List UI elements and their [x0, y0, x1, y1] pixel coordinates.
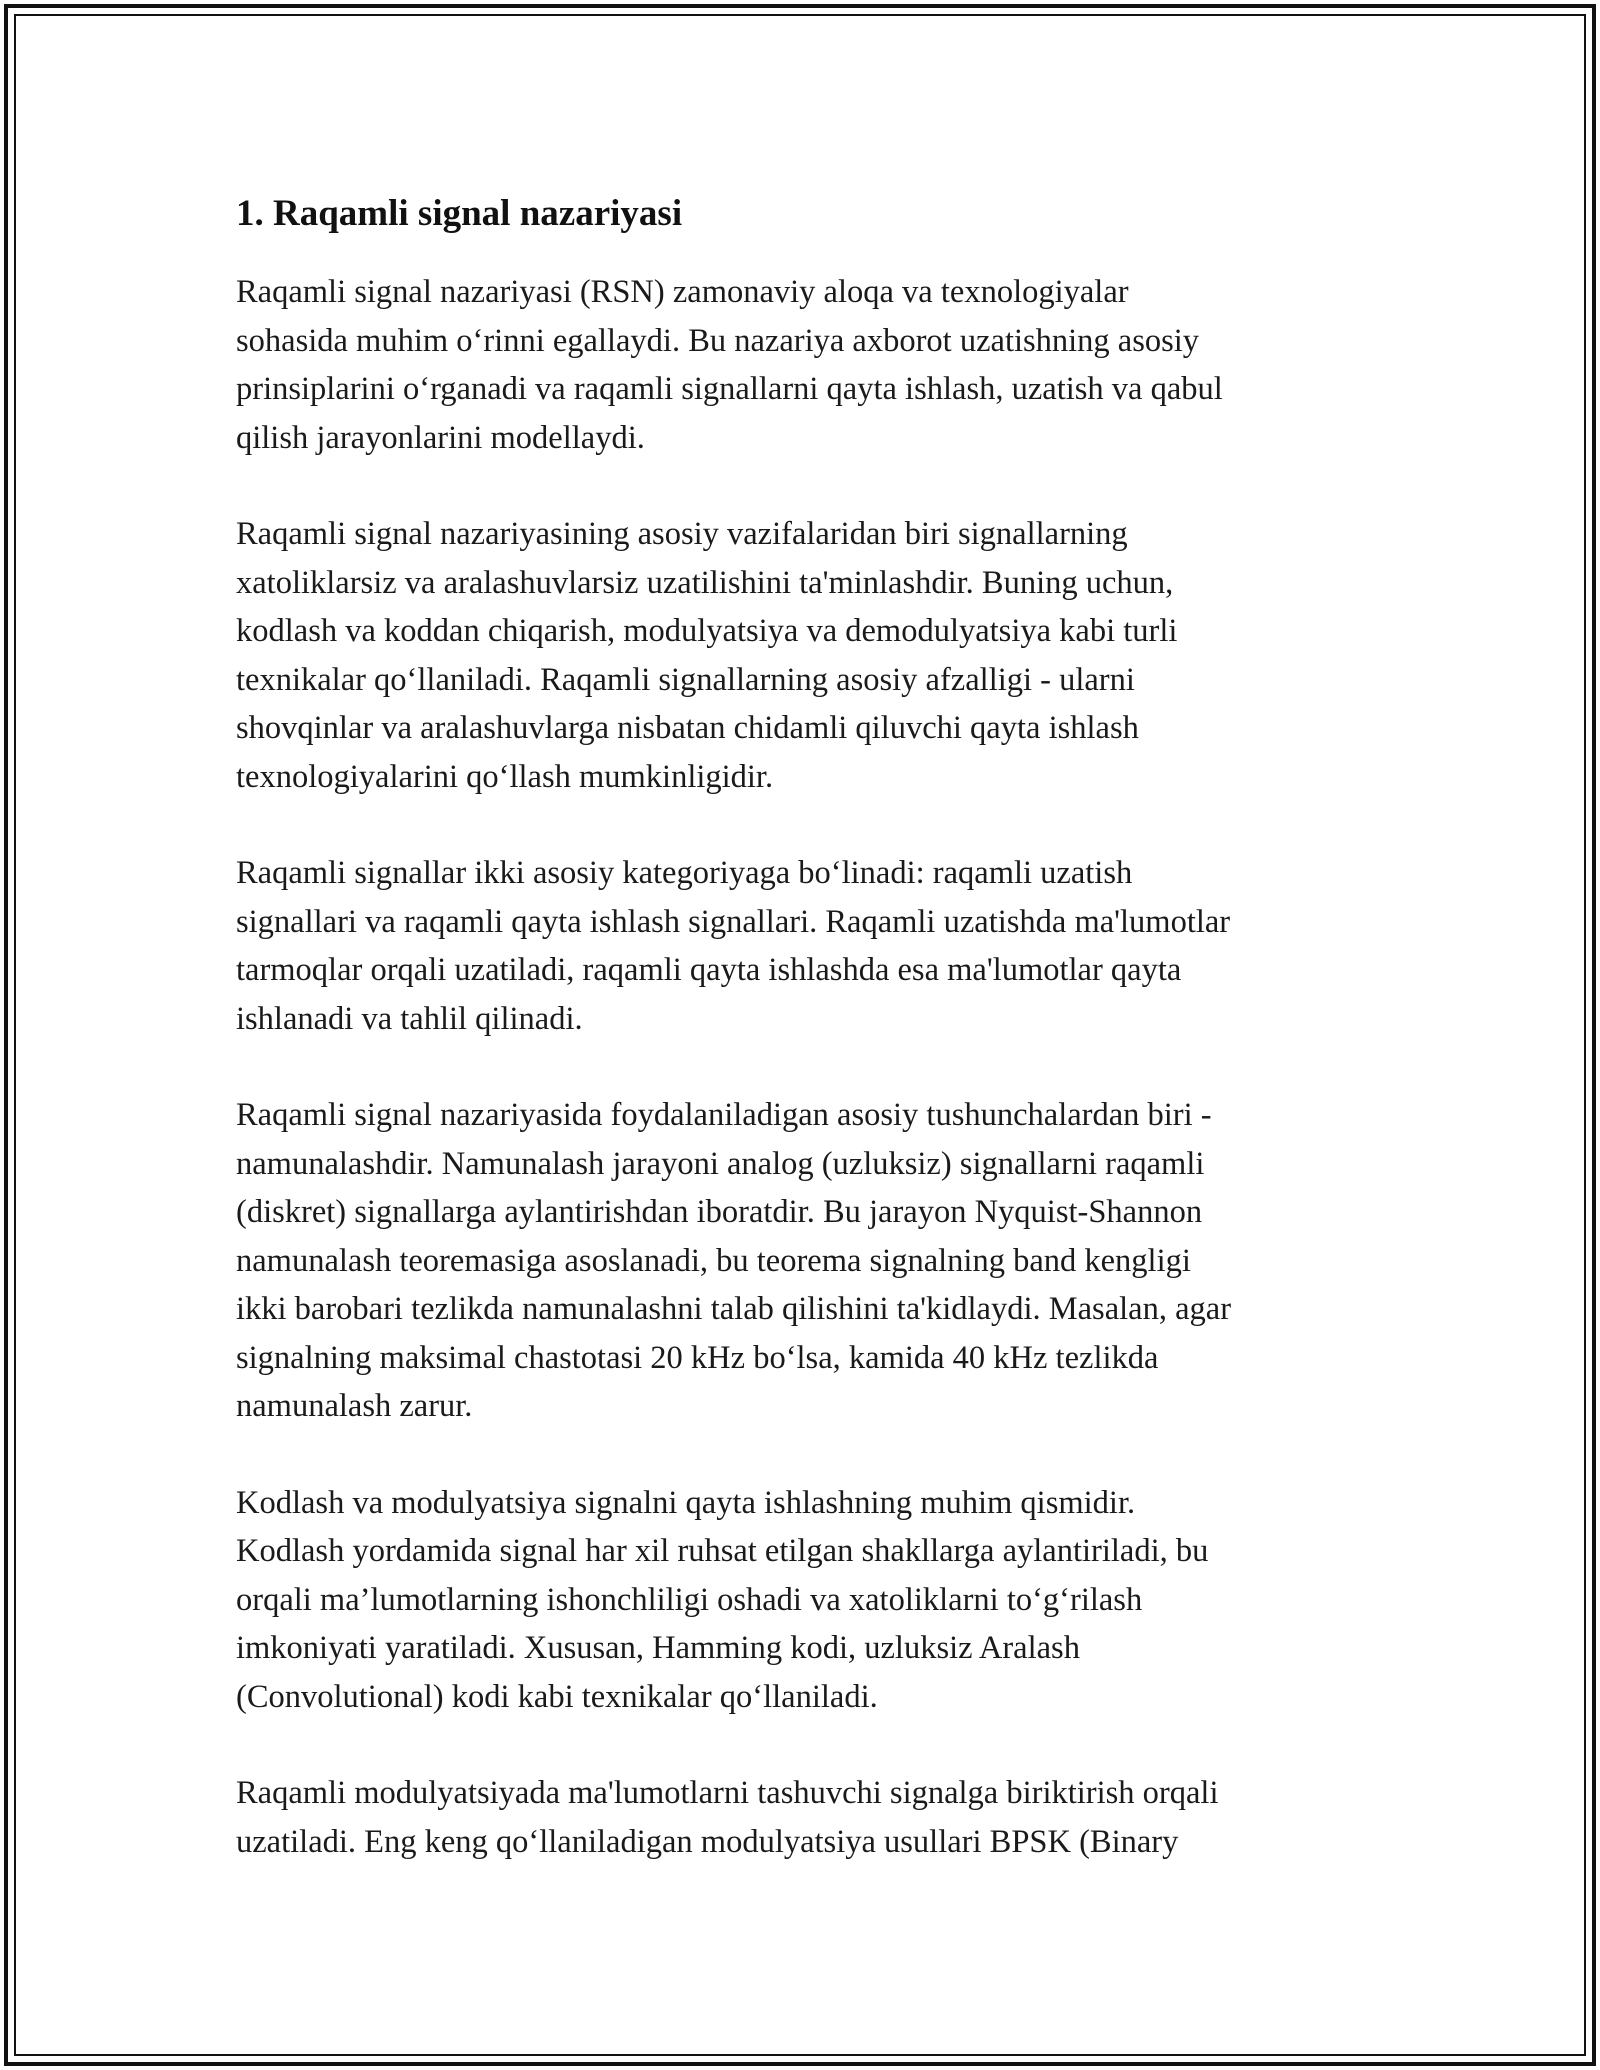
line: xatoliklarsiz va aralashuvlarsiz uzatilishini ta'minlashdir. Buning uchun, — [236, 564, 1174, 601]
line: Raqamli signal nazariyasi (RSN) zamonaviy aloqa va texnologiyalar — [236, 274, 1129, 310]
line: prinsiplarini o‘rganadi va raqamli signallarni qayta ishlash, uzatish va qabul — [236, 371, 1223, 407]
line: Raqamli modulyatsiyada ma'lumotlarni tashuvchi signalga biriktirish orqali — [236, 1775, 1219, 1811]
line: imkoniyati yaratiladi. Xususan, Hamming kodi, uzluksiz Aralash — [236, 1630, 1080, 1666]
paragraph-5 — [236, 1479, 1366, 1722]
line: Raqamli signal nazariyasida foydalaniladigan asosiy tushunchalardan biri - — [236, 1097, 1212, 1133]
line: Raqamli signallar ikki asosiy kategoriyaga bo‘linadi: raqamli uzatish — [236, 855, 1133, 891]
line: Kodlash yordamida signal har xil ruhsat etilgan shakllarga aylantiriladi, bu — [236, 1533, 1209, 1569]
line: uzatiladi. Eng keng qo‘llaniladigan modulyatsiya usullari BPSK (Binary — [236, 1823, 1179, 1860]
line: sohasida muhim o‘rinni egallaydi. Bu nazariya axborot uzatishning asosiy — [236, 322, 1200, 359]
line: tarmoqlar orqali uzatiladi, raqamli qayta ishlashda esa ma'lumotlar qayta — [236, 952, 1182, 988]
line: signalning maksimal chastotasi 20 kHz bo‘lsa, kamida 40 kHz tezlikda — [236, 1339, 1159, 1376]
line: namunalash teoremasiga asoslanadi, bu teorema signalning band kengligi — [236, 1242, 1191, 1279]
line: signallari va raqamli qayta ishlash signallari. Raqamli uzatishda ma'lumotlar — [236, 903, 1231, 940]
line: Raqamli signal nazariyasining asosiy vazifalaridan biri signallarning — [236, 516, 1128, 552]
line: ikki barobari tezlikda namunalashni talab qilishini ta'kidlaydi. Masalan, agar — [236, 1291, 1232, 1327]
line: (Convolutional) kodi kabi texnikalar qo‘llaniladi. — [236, 1678, 878, 1715]
line: texnologiyalarini qo‘llash mumkinligidir. — [236, 758, 774, 795]
line: namunalashdir. Namunalash jarayoni analog (uzluksiz) signallarni raqamli — [236, 1145, 1205, 1182]
paragraph-3 — [236, 849, 1366, 1043]
line: (diskret) signallarga aylantirishdan iboratdir. Bu jarayon Nyquist-Shannon — [236, 1194, 1203, 1230]
document-body — [236, 190, 1366, 1914]
line: orqali ma’lumotlarning ishonchliligi oshadi va xatoliklarni to‘g‘rilash — [236, 1581, 1143, 1618]
line: kodlash va koddan chiqarish, modulyatsiya va demodulyatsiya kabi turli — [236, 613, 1178, 649]
paragraph-6 — [236, 1769, 1366, 1866]
line: Kodlash va modulyatsiya signalni qayta ishlashning muhim qismidir. — [236, 1484, 1136, 1521]
line: namunalash zarur. — [236, 1388, 473, 1424]
paragraph-1 — [236, 268, 1366, 462]
paragraph-2 — [236, 510, 1366, 801]
line: texnikalar qo‘llaniladi. Raqamli signallarning asosiy afzalligi - ularni — [236, 661, 1135, 698]
line: ishlanadi va tahlil qilinadi. — [236, 1000, 583, 1037]
paragraph-4 — [236, 1091, 1366, 1431]
line: qilish jarayonlarini modellaydi. — [236, 419, 645, 456]
section-heading: 1. Raqamli signal nazariyasi — [236, 193, 683, 234]
line: shovqinlar va aralashuvlarga nisbatan chidamli qiluvchi qayta ishlash — [236, 710, 1139, 746]
